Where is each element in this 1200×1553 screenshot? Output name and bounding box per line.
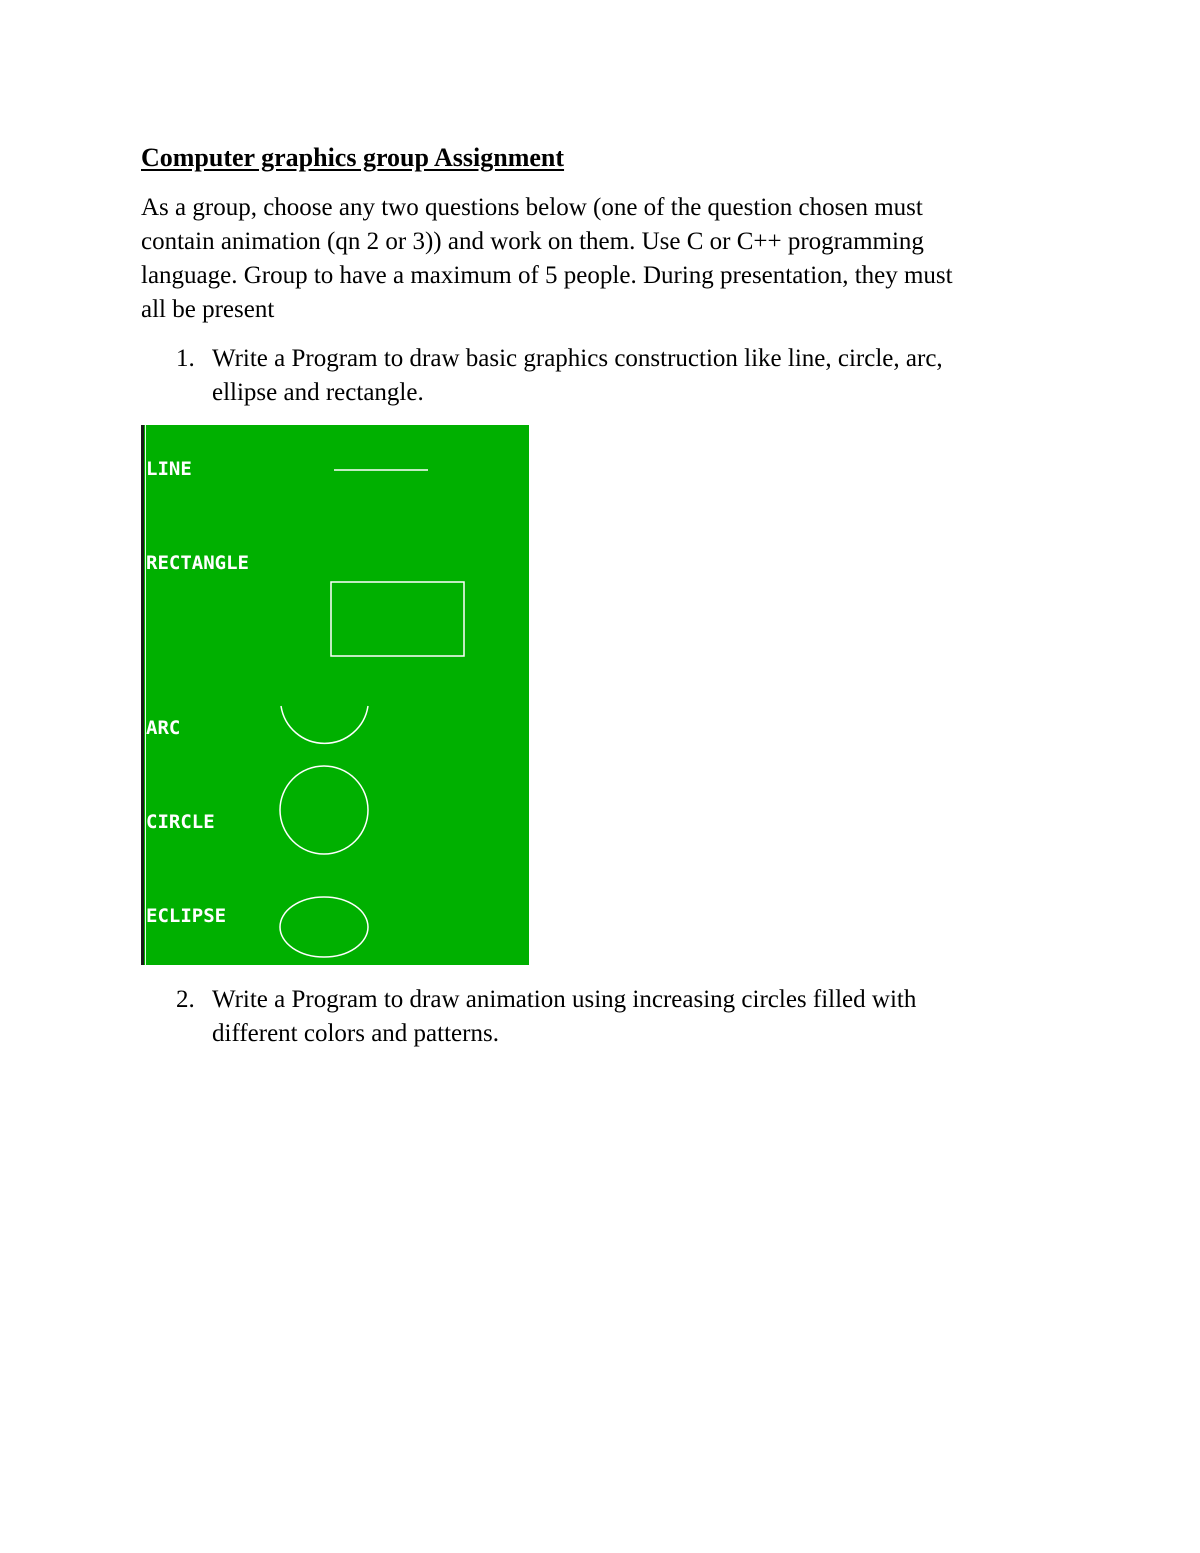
question-line: Write a Program to draw basic graphics construction like line, circle, arc, [212,345,943,372]
graphics-output-screenshot [141,425,529,965]
label-line: LINE [146,458,192,480]
drawn-rectangle [331,582,464,656]
intro-paragraph [141,191,1061,327]
intro-line: contain animation (qn 2 or 3)) and work on them. Use C or C++ programming [141,228,924,255]
label-arc: ARC [146,717,181,739]
question-2 [141,983,1061,1051]
question-number: 1. [176,345,195,372]
question-number: 2. [176,986,195,1013]
intro-line: As a group, choose any two questions below (one of the question chosen must [141,194,923,221]
question-1 [141,342,1061,410]
question-line: different colors and patterns. [212,1020,499,1047]
question-line: Write a Program to draw animation using increasing circles filled with [212,986,917,1013]
label-circle: CIRCLE [146,811,215,833]
question-line: ellipse and rectangle. [212,379,424,406]
intro-line: language. Group to have a maximum of 5 people. During presentation, they must [141,262,953,289]
shapes-canvas [141,425,529,965]
label-rectangle: RECTANGLE [146,552,249,574]
drawn-circle [280,766,368,854]
drawn-arc [281,706,368,743]
label-ellipse: ECLIPSE [146,905,227,927]
document-title: Computer graphics group Assignment [141,143,565,172]
question-text [212,342,1061,410]
drawn-ellipse [280,897,368,957]
intro-line: all be present [141,296,275,323]
question-text [212,983,1061,1051]
